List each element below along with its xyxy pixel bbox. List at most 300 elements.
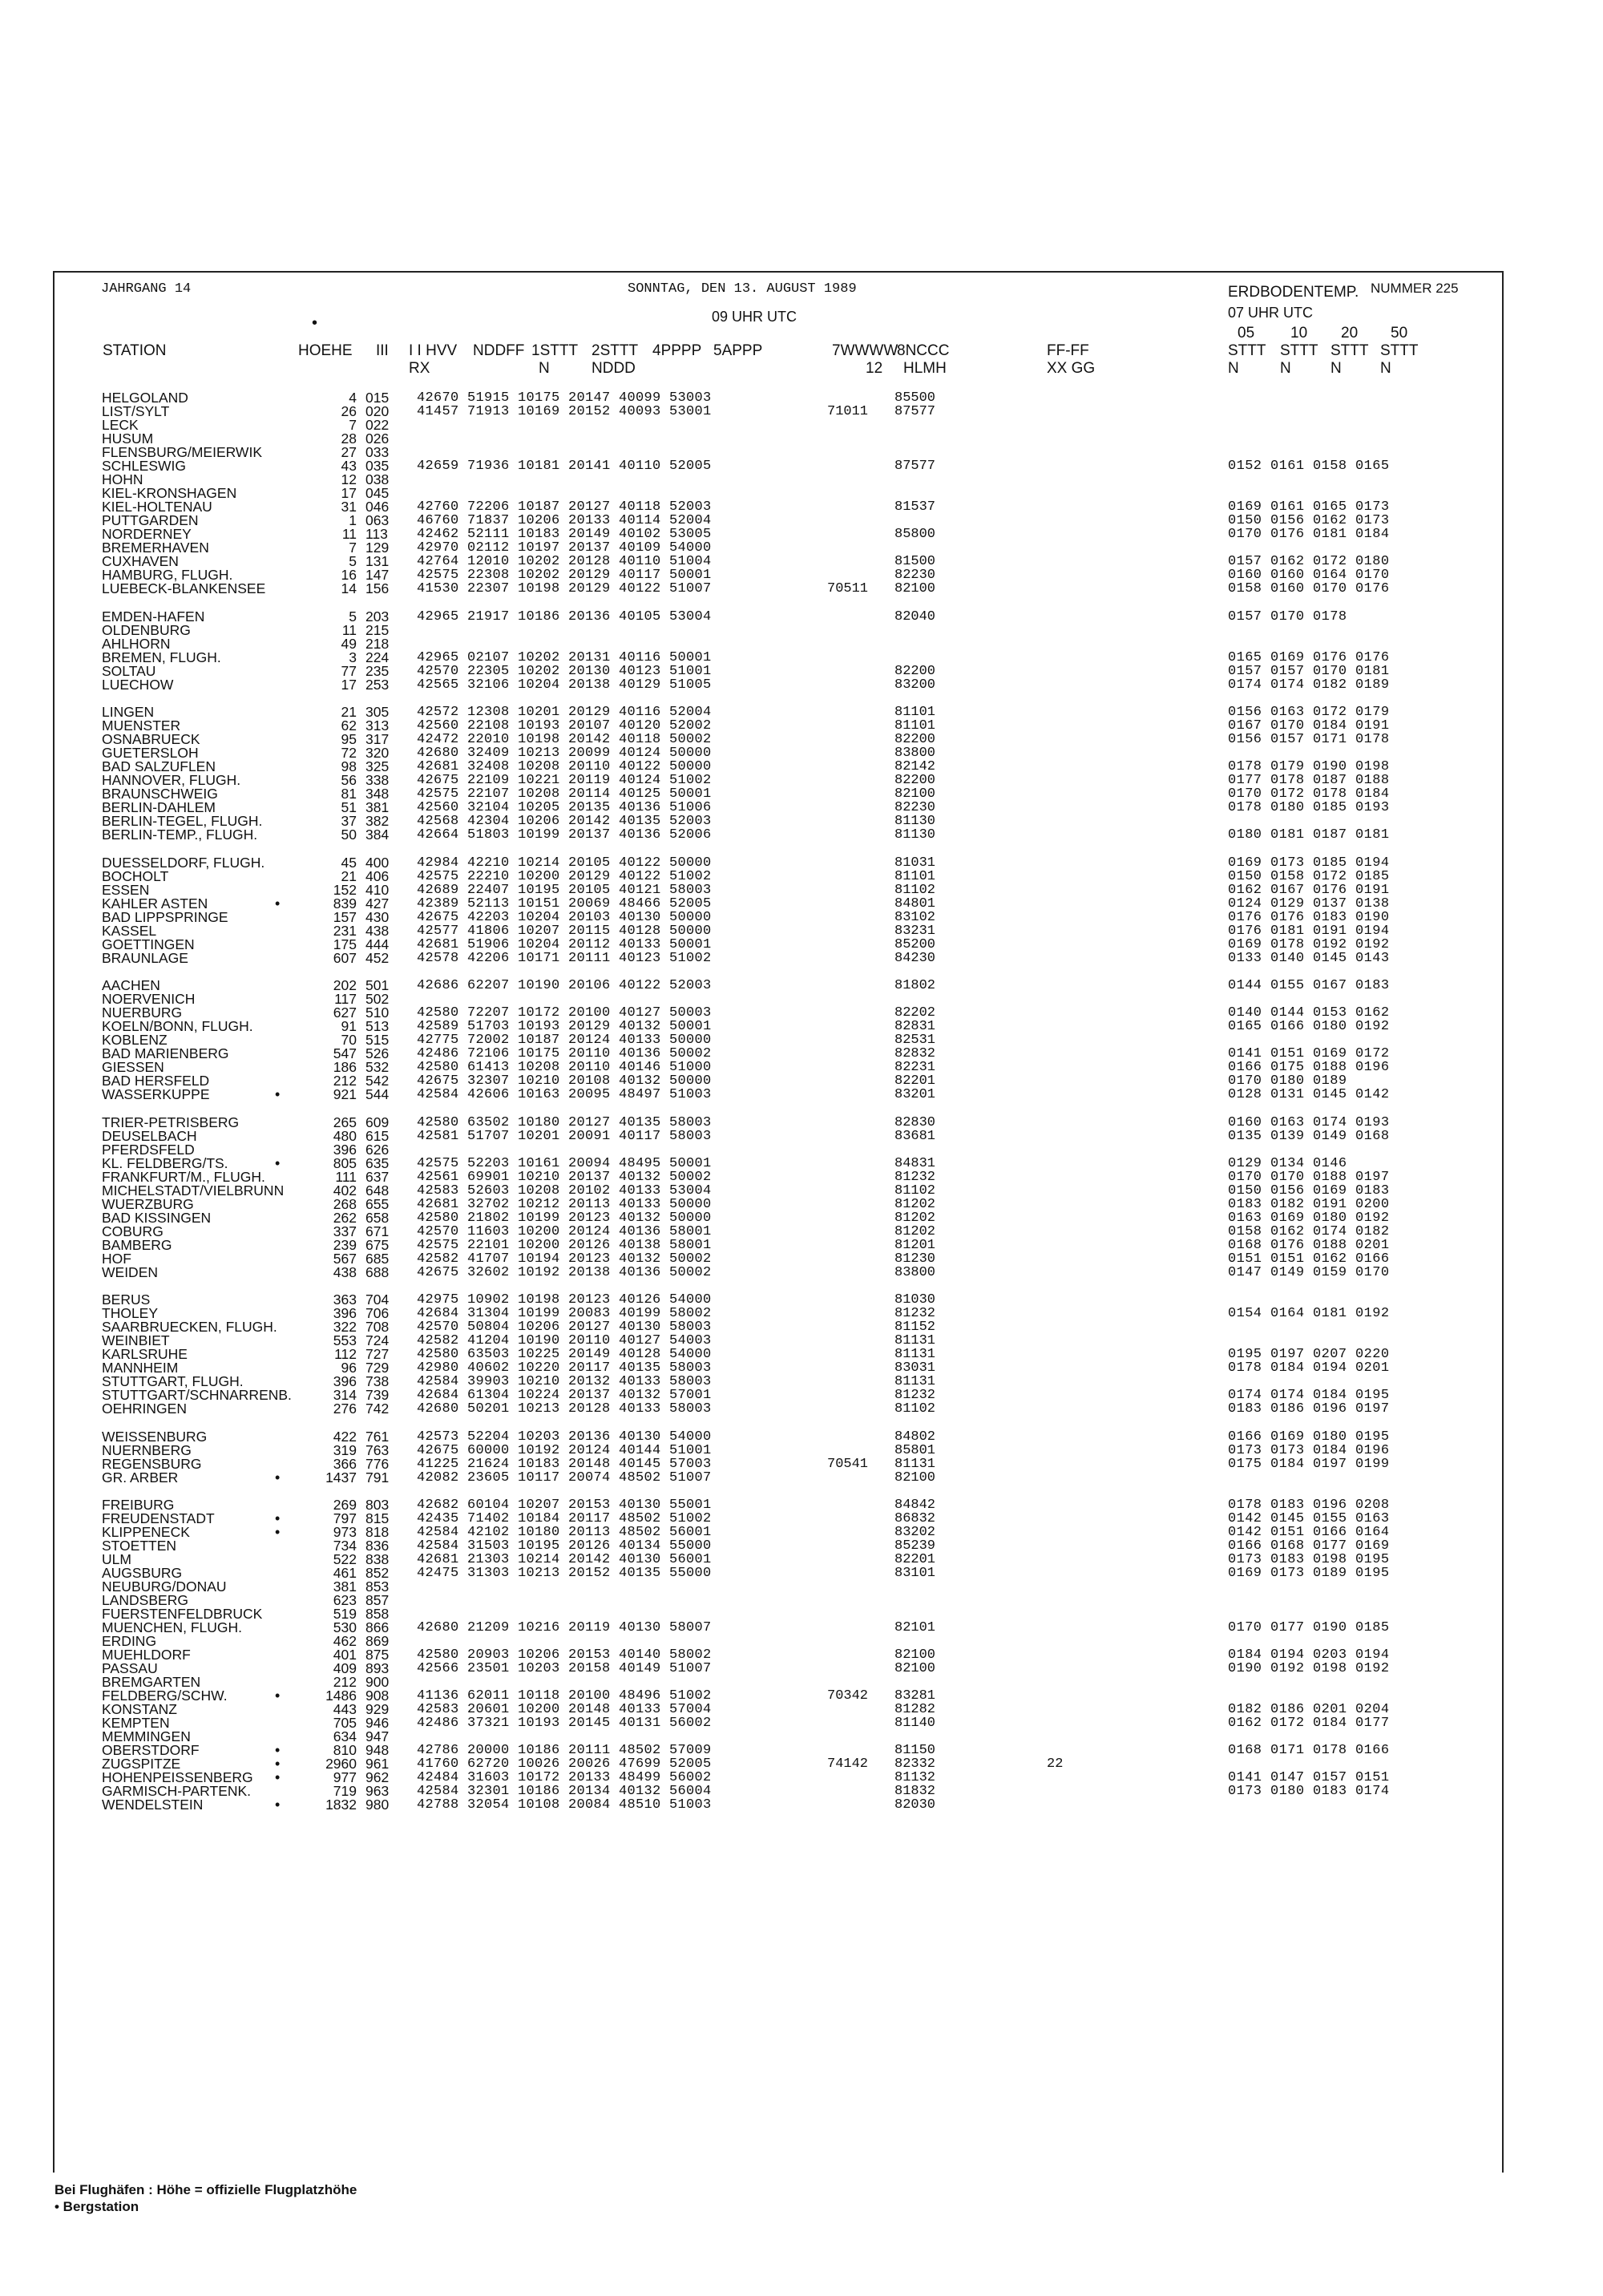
synop-groups: 42560 22108 10193 20107 40120 52002	[417, 718, 712, 734]
station-number: 963	[365, 1783, 390, 1799]
group-8nccc: 83201	[894, 1087, 936, 1102]
synop-groups: 46760 71837 10206 20133 40114 52004	[417, 513, 712, 528]
group-8nccc: 81202	[894, 1196, 936, 1212]
group-8nccc: 84801	[894, 895, 936, 912]
station-name: GIESSEN	[102, 1059, 164, 1075]
table-row	[0, 951, 1603, 966]
station-hoehe: 77	[341, 662, 357, 679]
station-number: 658	[365, 1209, 390, 1226]
station-name: FUERSTENFELDBRUCK	[102, 1606, 263, 1622]
soil-temperatures: 0157 0162 0172 0180	[1228, 554, 1390, 569]
station-number: 858	[365, 1606, 390, 1622]
station-number: 708	[365, 1319, 390, 1335]
soil-temperatures: 0129 0134 0146	[1228, 1155, 1347, 1171]
synop-groups: 42984 42210 10214 20105 40122 50000	[417, 855, 712, 871]
station-number: 113	[365, 526, 388, 542]
synop-groups: 42584 39903 10210 20132 40133 58003	[417, 1374, 712, 1389]
soil-depth-50: 50	[1391, 325, 1408, 342]
station-name: FREUDENSTADT	[102, 1510, 215, 1526]
soil-temperatures: 0142 0145 0155 0163	[1228, 1511, 1390, 1526]
col-4pppp: 4PPPP	[652, 342, 702, 359]
station-name: WUERZBURG	[102, 1195, 194, 1212]
group-8nccc: 87577	[894, 404, 936, 419]
soil-temperatures: 0162 0167 0176 0191	[1228, 882, 1390, 898]
soil-time-label: 07 UHR UTC	[1228, 305, 1314, 321]
synop-groups: 42760 72206 10187 20127 40118 52003	[417, 499, 712, 515]
station-number: 544	[365, 1086, 390, 1102]
station-number: 706	[365, 1305, 390, 1321]
station-number: 427	[365, 895, 390, 912]
synop-groups: 42580 72207 10172 20100 40127 50003	[417, 1005, 712, 1021]
station-number: 325	[365, 758, 390, 774]
station-number: 215	[365, 621, 390, 638]
station-name: FELDBERG/SCHW.	[102, 1688, 228, 1704]
station-hoehe: 17	[341, 485, 357, 501]
col-5appp: 5APPP	[713, 342, 763, 359]
mountain-station-marker: •	[275, 1086, 281, 1102]
soil-temperatures: 0165 0169 0176 0176	[1228, 649, 1390, 665]
station-hoehe: 12	[341, 471, 357, 487]
station-name: ULM	[102, 1551, 131, 1567]
station-number: 020	[365, 403, 390, 419]
group-8nccc: 82230	[894, 800, 936, 815]
mountain-station-marker: •	[275, 1510, 281, 1526]
soil-temperatures: 0167 0170 0184 0191	[1228, 718, 1390, 734]
station-name: LANDSBERG	[102, 1592, 188, 1608]
soil-temp-title: ERDBODENTEMP.	[1228, 284, 1359, 301]
station-name: GARMISCH-PARTENK.	[102, 1783, 252, 1799]
synop-groups: 42682 60104 10207 20153 40130 55001	[417, 1498, 712, 1513]
soil-depth-05: 05	[1238, 325, 1255, 342]
soil-temperatures: 0160 0160 0164 0170	[1228, 568, 1390, 583]
station-number: 948	[365, 1742, 390, 1758]
station-name: KAHLER ASTEN	[102, 895, 208, 912]
station-hoehe: 319	[333, 1441, 357, 1458]
group-8nccc: 85800	[894, 527, 936, 542]
station-name: MANNHEIM	[102, 1360, 179, 1376]
station-name: STOETTEN	[102, 1538, 177, 1554]
table-row	[0, 1265, 1603, 1280]
group-8nccc: 82832	[894, 1046, 936, 1061]
station-number: 675	[365, 1236, 390, 1253]
station-number: 776	[365, 1455, 390, 1472]
station-number: 875	[365, 1647, 390, 1663]
station-number: 515	[365, 1032, 390, 1048]
soil-temperatures: 0178 0179 0190 0198	[1228, 759, 1390, 774]
synop-groups: 42577 41806 10207 20115 40128 50000	[417, 923, 712, 939]
group-7wwww: 70511	[827, 581, 869, 596]
station-hoehe: 705	[333, 1715, 357, 1731]
station-hoehe: 96	[341, 1360, 357, 1376]
soil-temperatures: 0166 0168 0177 0169	[1228, 1538, 1390, 1554]
station-name: HOHENPEISSENBERG	[102, 1769, 253, 1785]
station-hoehe: 56	[341, 772, 357, 788]
synop-groups: 42680 50201 10213 20128 40133 58003	[417, 1401, 712, 1417]
station-name: MUEHLDORF	[102, 1647, 191, 1663]
group-8nccc: 81131	[894, 1456, 936, 1472]
soil-temperatures: 0150 0156 0169 0183	[1228, 1182, 1390, 1199]
station-number: 929	[365, 1701, 390, 1717]
station-number: 513	[365, 1018, 390, 1034]
station-name: TRIER-PETRISBERG	[102, 1114, 240, 1130]
group-8nccc: 81101	[894, 868, 936, 884]
table-row	[0, 1087, 1603, 1102]
synop-groups: 42568 42304 10206 20142 40135 52003	[417, 814, 712, 829]
group-8nccc: 81131	[894, 1347, 936, 1362]
synop-groups: 42389 52113 10151 20069 48466 52005	[417, 895, 712, 912]
group-8nccc: 81102	[894, 1182, 936, 1199]
station-hoehe: 186	[333, 1059, 357, 1075]
mountain-station-marker: •	[275, 1154, 281, 1171]
station-name: CUXHAVEN	[102, 553, 179, 569]
station-number: 156	[365, 580, 390, 596]
station-hoehe: 734	[333, 1538, 357, 1554]
group-8nccc: 81152	[894, 1320, 936, 1335]
station-hoehe: 175	[333, 936, 357, 952]
station-hoehe: 627	[333, 1004, 357, 1021]
soil-temperatures: 0135 0139 0149 0168	[1228, 1128, 1390, 1144]
group-8nccc: 81230	[894, 1251, 936, 1267]
synop-groups: 42435 71402 10184 20117 48502 51002	[417, 1511, 712, 1526]
station-hoehe: 810	[333, 1742, 357, 1758]
synop-groups: 42681 32408 10208 20110 40122 50000	[417, 759, 712, 774]
group-8nccc: 82200	[894, 732, 936, 747]
group-8nccc: 82100	[894, 1661, 936, 1676]
station-hoehe: 70	[341, 1032, 357, 1048]
synop-groups: 42589 51703 10193 20129 40132 50001	[417, 1019, 712, 1034]
station-number: 852	[365, 1565, 390, 1581]
station-number: 635	[365, 1154, 390, 1171]
group-8nccc: 84831	[894, 1155, 936, 1171]
station-name: LUEBECK-BLANKENSEE	[102, 580, 266, 596]
station-hoehe: 262	[333, 1209, 357, 1226]
synop-groups: 42486 37321 10193 20145 40131 56002	[417, 1716, 712, 1731]
station-number: 235	[365, 662, 390, 679]
group-8nccc: 81131	[894, 1374, 936, 1389]
station-name: WASSERKUPPE	[102, 1086, 210, 1102]
station-hoehe: 623	[333, 1592, 357, 1608]
station-number: 320	[365, 745, 390, 761]
station-name: OLDENBURG	[102, 621, 191, 638]
soil-stt-20: STTT	[1330, 342, 1369, 359]
synop-groups: 42681 21303 10214 20142 40130 56001	[417, 1552, 712, 1567]
station-name: SAARBRUECKEN, FLUGH.	[102, 1319, 277, 1335]
soil-temperatures: 0170 0172 0178 0184	[1228, 786, 1390, 802]
station-hoehe: 322	[333, 1319, 357, 1335]
synop-groups: 42680 21209 10216 20119 40130 58007	[417, 1620, 712, 1635]
station-number: 853	[365, 1578, 390, 1595]
station-number: 688	[365, 1263, 390, 1280]
station-hoehe: 462	[333, 1633, 357, 1649]
station-name: NUERNBERG	[102, 1441, 192, 1458]
station-number: 147	[365, 567, 390, 583]
station-name: BREMGARTEN	[102, 1674, 201, 1690]
group-8nccc: 83281	[894, 1688, 936, 1704]
station-name: NOERVENICH	[102, 991, 196, 1007]
soil-temperatures: 0133 0140 0145 0143	[1228, 950, 1390, 966]
soil-temperatures: 0163 0169 0180 0192	[1228, 1210, 1390, 1226]
station-number: 946	[365, 1715, 390, 1731]
station-name: MICHELSTADT/VIELBRUNN	[102, 1182, 285, 1199]
synop-groups: 42578 42206 10171 20111 40123 51002	[417, 950, 712, 966]
synop-groups: 41457 71913 10169 20152 40093 53001	[417, 404, 712, 419]
col-2sttt: 2STTT	[592, 342, 639, 359]
station-name: FREIBURG	[102, 1497, 175, 1513]
station-hoehe: 4	[349, 390, 357, 406]
station-hoehe: 839	[333, 895, 357, 912]
station-name: DEUSELBACH	[102, 1127, 197, 1144]
mountain-station-marker: •	[275, 895, 281, 912]
group-8nccc: 81102	[894, 882, 936, 898]
synop-groups: 42584 31503 10195 20126 40134 55000	[417, 1538, 712, 1554]
station-name: HOF	[102, 1250, 131, 1267]
synop-groups: 42560 32104 10205 20135 40136 51006	[417, 800, 712, 815]
station-number: 203	[365, 608, 390, 625]
station-hoehe: 381	[333, 1578, 357, 1595]
station-hoehe: 7	[349, 417, 357, 433]
table-row	[0, 677, 1603, 693]
col-ff-gg: XX GG	[1047, 360, 1096, 377]
soil-temperatures: 0184 0194 0203 0194	[1228, 1647, 1390, 1663]
group-7wwww: 70541	[827, 1456, 869, 1472]
synop-groups: 42675 32307 10210 20108 40132 50000	[417, 1073, 712, 1089]
synop-groups: 42575 22308 10202 20129 40117 50001	[417, 568, 712, 583]
synop-groups: 42584 42606 10163 20095 48497 51003	[417, 1087, 712, 1102]
group-8nccc: 82332	[894, 1756, 936, 1772]
col-rx: RX	[409, 360, 430, 377]
station-number: 033	[365, 444, 390, 460]
station-name: THOLEY	[102, 1305, 159, 1321]
station-name: KARLSRUHE	[102, 1346, 188, 1362]
station-number: 838	[365, 1551, 390, 1567]
soil-temperatures: 0170 0180 0189	[1228, 1073, 1347, 1089]
group-8nccc: 82101	[894, 1620, 936, 1635]
station-hoehe: 202	[333, 977, 357, 993]
soil-temperatures: 0170 0170 0188 0197	[1228, 1169, 1390, 1185]
station-hoehe: 117	[334, 991, 357, 1007]
station-number: 384	[365, 827, 390, 843]
station-name: KLIPPENECK	[102, 1524, 190, 1540]
soil-temperatures: 0178 0184 0194 0201	[1228, 1360, 1390, 1376]
station-name: KOBLENZ	[102, 1032, 168, 1048]
soil-temperatures: 0156 0163 0172 0179	[1228, 705, 1390, 720]
group-8nccc: 81500	[894, 554, 936, 569]
station-name: ESSEN	[102, 881, 150, 898]
synop-groups: 42584 32301 10186 20134 40132 56004	[417, 1784, 712, 1799]
synop-groups: 42575 22101 10200 20126 40138 58001	[417, 1237, 712, 1253]
soil-temperatures: 0180 0181 0187 0181	[1228, 827, 1390, 843]
station-hoehe: 16	[341, 567, 357, 583]
synop-groups: 42675 60000 10192 20124 40144 51001	[417, 1442, 712, 1458]
station-hoehe: 634	[333, 1728, 357, 1744]
soil-depth-10: 10	[1290, 325, 1308, 342]
station-name: PFERDSFELD	[102, 1141, 195, 1158]
station-name: BERLIN-DAHLEM	[102, 799, 216, 815]
station-name: COBURG	[102, 1223, 164, 1239]
station-hoehe: 269	[333, 1497, 357, 1513]
station-name: BAD SALZUFLEN	[102, 758, 216, 774]
station-number: 430	[365, 908, 390, 925]
synop-groups: 42570 11603 10200 20124 40136 58001	[417, 1223, 712, 1239]
station-number: 410	[365, 881, 390, 898]
station-name: MEMMINGEN	[102, 1728, 191, 1744]
station-hoehe: 921	[333, 1086, 357, 1102]
synop-groups: 42475 31303 10213 20152 40135 55000	[417, 1566, 712, 1581]
group-8nccc: 83102	[894, 909, 936, 925]
station-number: 438	[365, 922, 390, 939]
synop-groups: 42659 71936 10181 20141 40110 52005	[417, 459, 712, 474]
station-number: 317	[365, 731, 390, 747]
station-name: NORDERNEY	[102, 526, 192, 542]
station-number: 815	[365, 1510, 390, 1526]
mountain-station-marker: •	[275, 1797, 281, 1813]
station-hoehe: 45	[341, 854, 357, 871]
group-7wwww: 71011	[827, 404, 869, 419]
group-8nccc: 82100	[894, 1647, 936, 1663]
soil-temperatures: 0169 0178 0192 0192	[1228, 936, 1390, 952]
synop-groups: 41136 62011 10118 20100 48496 51002	[417, 1688, 712, 1704]
table-row	[0, 1470, 1603, 1486]
station-number: 218	[365, 635, 390, 652]
station-hoehe: 409	[333, 1660, 357, 1676]
station-name: NEUBURG/DONAU	[102, 1578, 227, 1595]
station-name: KL. FELDBERG/TS.	[102, 1154, 228, 1171]
soil-temperatures: 0140 0144 0153 0162	[1228, 1005, 1390, 1021]
synop-groups: 42575 22107 10208 20114 40125 50001	[417, 786, 712, 802]
station-number: 348	[365, 786, 390, 802]
station-hoehe: 438	[333, 1263, 357, 1280]
station-hoehe: 72	[341, 745, 357, 761]
soil-temperatures: 0141 0147 0157 0151	[1228, 1770, 1390, 1785]
group-8nccc: 82202	[894, 1005, 936, 1021]
station-number: 637	[365, 1168, 390, 1185]
soil-temperatures: 0173 0183 0198 0195	[1228, 1552, 1390, 1567]
station-name: NUERBURG	[102, 1004, 183, 1021]
station-number: 305	[365, 704, 390, 720]
mountain-station-marker: •	[275, 1769, 281, 1785]
station-hoehe: 547	[333, 1045, 357, 1061]
station-name: KIEL-HOLTENAU	[102, 499, 212, 515]
synop-groups: 42675 42203 10204 20103 40130 50000	[417, 909, 712, 925]
group-8nccc: 82830	[894, 1114, 936, 1130]
station-hoehe: 51	[341, 799, 357, 815]
soil-temperatures: 0170 0177 0190 0185	[1228, 1620, 1390, 1635]
station-number: 131	[365, 553, 390, 569]
soil-stt-10: STTT	[1280, 342, 1318, 359]
group-8nccc: 83231	[894, 923, 936, 939]
station-name: OBERSTDORF	[102, 1742, 200, 1758]
station-number: 626	[365, 1141, 390, 1158]
station-number: 542	[365, 1073, 390, 1089]
station-name: BREMEN, FLUGH.	[102, 649, 221, 665]
station-name: BRAUNLAGE	[102, 949, 188, 966]
col-8nccc-hlmh: HLMH	[903, 360, 947, 377]
synop-groups: 42580 63503 10225 20149 40128 54000	[417, 1347, 712, 1362]
station-hoehe: 3	[349, 649, 357, 665]
soil-temperatures: 0175 0184 0197 0199	[1228, 1456, 1390, 1472]
group-8nccc: 81201	[894, 1237, 936, 1253]
station-number: 763	[365, 1441, 390, 1458]
station-name: KASSEL	[102, 922, 157, 939]
station-hoehe: 519	[333, 1606, 357, 1622]
soil-temperatures: 0178 0180 0185 0193	[1228, 800, 1390, 815]
soil-temperatures: 0177 0178 0187 0188	[1228, 773, 1390, 788]
station-hoehe: 1	[349, 512, 357, 528]
station-name: LECK	[102, 417, 139, 433]
station-hoehe: 11	[341, 621, 357, 638]
station-name: BREMERHAVEN	[102, 540, 209, 556]
station-hoehe: 98	[341, 758, 357, 774]
station-name: ZUGSPITZE	[102, 1756, 181, 1772]
station-hoehe: 62	[341, 718, 357, 734]
station-hoehe: 797	[333, 1510, 357, 1526]
station-hoehe: 402	[333, 1182, 357, 1199]
station-hoehe: 607	[333, 949, 357, 966]
station-hoehe: 37	[341, 813, 357, 829]
mountain-station-marker: •	[275, 1524, 281, 1540]
station-number: 761	[365, 1428, 390, 1445]
station-name: FRANKFURT/M., FLUGH.	[102, 1168, 265, 1185]
col-ir: I I HVV	[409, 342, 458, 359]
station-hoehe: 268	[333, 1195, 357, 1212]
station-hoehe: 95	[341, 731, 357, 747]
soil-temperatures: 0157 0157 0170 0181	[1228, 663, 1390, 679]
soil-temperatures: 0152 0161 0158 0165	[1228, 459, 1390, 474]
station-hoehe: 5	[349, 553, 357, 569]
station-number: 452	[365, 949, 390, 966]
station-name: SOLTAU	[102, 662, 156, 679]
station-name: KEMPTEN	[102, 1715, 170, 1731]
group-8nccc: 81102	[894, 1401, 936, 1417]
synop-groups: 42462 52111 10183 20149 40102 53005	[417, 527, 712, 542]
station-number: 866	[365, 1619, 390, 1635]
station-name: GR. ARBER	[102, 1469, 179, 1486]
station-number: 510	[365, 1004, 390, 1021]
station-hoehe: 112	[334, 1346, 357, 1362]
station-hoehe: 567	[333, 1250, 357, 1267]
station-name: LUECHOW	[102, 676, 174, 693]
synop-groups: 42472 22010 10198 20142 40118 50002	[417, 732, 712, 747]
group-8nccc: 81537	[894, 499, 936, 515]
synop-groups: 41760 62720 10026 20026 47699 52005	[417, 1756, 712, 1772]
soil-temperatures: 0144 0155 0167 0183	[1228, 978, 1390, 993]
station-hoehe: 50	[341, 827, 357, 843]
soil-temperatures: 0150 0158 0172 0185	[1228, 868, 1390, 884]
station-hoehe: 212	[333, 1674, 357, 1690]
station-number: 026	[365, 430, 390, 447]
station-hoehe: 27	[341, 444, 357, 460]
station-number: 727	[365, 1346, 390, 1362]
station-name: WENDELSTEIN	[102, 1797, 204, 1813]
station-name: HUSUM	[102, 430, 154, 447]
col-ff: FF-FF	[1047, 342, 1089, 359]
station-name: HOHN	[102, 471, 143, 487]
col-1sttt: 1STTT	[531, 342, 579, 359]
synop-groups: 42582 41707 10194 20123 40132 50002	[417, 1251, 712, 1267]
synop-groups: 42582 41204 10190 20110 40127 54003	[417, 1333, 712, 1348]
soil-temperatures: 0174 0174 0182 0189	[1228, 677, 1390, 693]
date-label: SONNTAG, DEN 13. AUGUST 1989	[628, 281, 857, 297]
station-name: STUTTGART/SCHNARRENB.	[102, 1387, 292, 1403]
station-name: BAMBERG	[102, 1236, 172, 1253]
volume-label: JAHRGANG 14	[101, 281, 192, 297]
station-hoehe: 239	[333, 1236, 357, 1253]
station-name: PUTTGARDEN	[102, 512, 199, 528]
station-hoehe: 111	[335, 1168, 357, 1185]
station-number: 035	[365, 458, 390, 474]
group-8nccc: 82100	[894, 581, 936, 596]
station-number: 791	[365, 1469, 390, 1486]
